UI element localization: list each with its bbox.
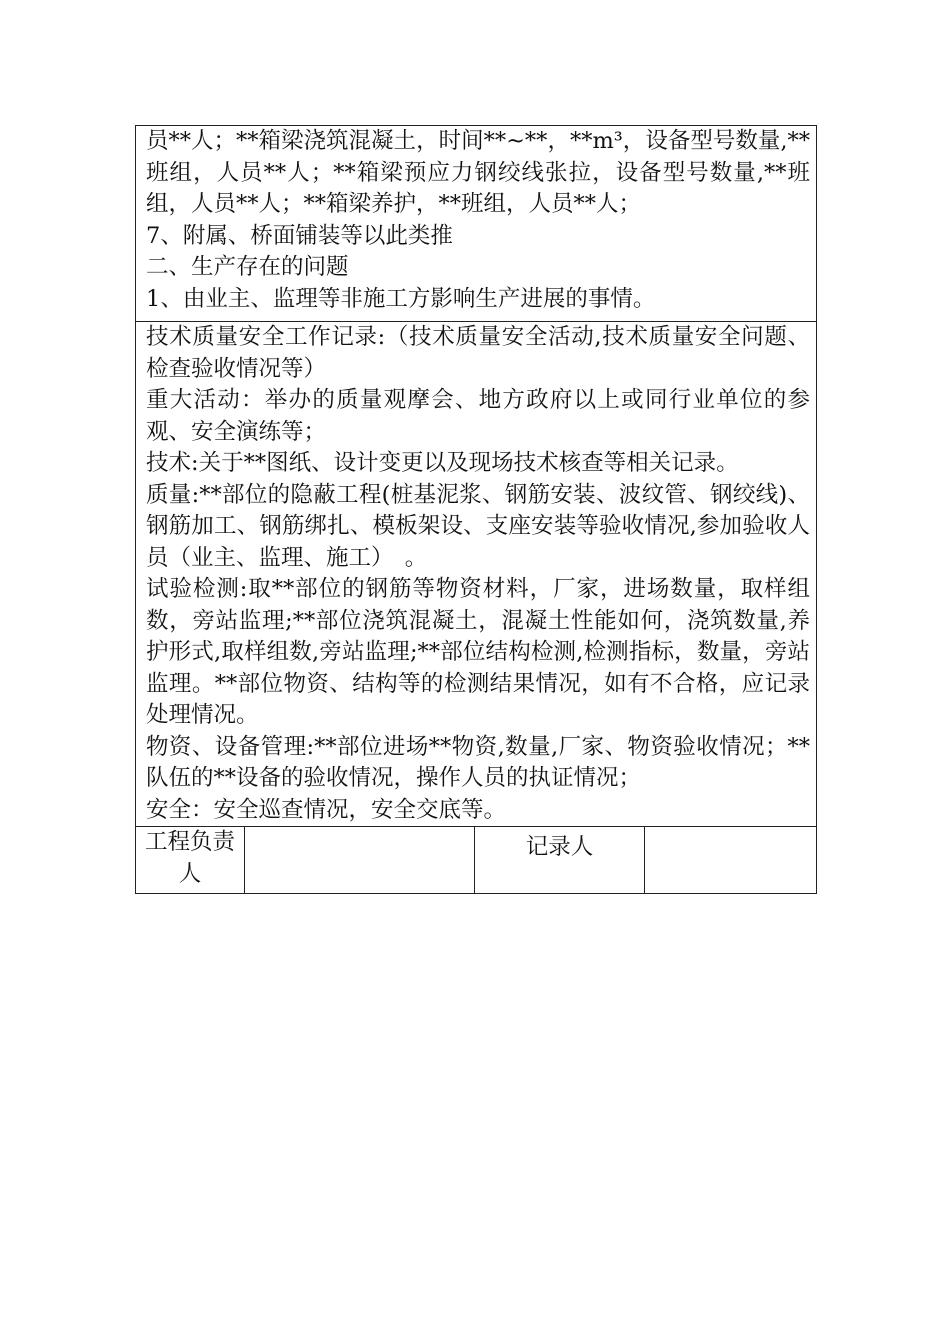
production-line: 员**人；**箱梁浇筑混凝土，时间**~**，**m³，设备型号数量,**班组，人员**人；**箱梁预应力钢绞线张拉，设备型号数量,**班组，人员**人；**箱梁养护，**班组，人员**人； bbox=[146, 128, 811, 217]
recorder-label: 记录人 bbox=[525, 834, 594, 860]
construction-log-table bbox=[135, 125, 817, 894]
quality-safety-line: 试验检测:取**部位的钢筋等物资材料，厂家，进场数量，取样组数，旁站监理;**部位浇筑混凝土，混凝土性能如何，浇筑数量,养护形式,取样组数,旁站监理;**部位结构检测,检测指标，数量，旁站监理。**部位物资、结构等的检测结果情况，如有不合格，应记录处理情况。 bbox=[146, 576, 811, 728]
signature-row bbox=[136, 827, 817, 894]
quality-safety-section-cell bbox=[136, 322, 817, 827]
engineer-signature-cell bbox=[245, 827, 475, 894]
production-line: 7、附属、桥面铺装等以此类推 bbox=[146, 222, 453, 249]
quality-safety-line: 重大活动：举办的质量观摩会、地方政府以上或同行业单位的参观、安全演练等； bbox=[146, 387, 811, 445]
production-line: 1、由业主、监理等非施工方影响生产进展的事情。 bbox=[146, 285, 656, 312]
production-section-text bbox=[136, 126, 816, 321]
recorder-signature-cell bbox=[645, 827, 817, 894]
quality-safety-line: 安全：安全巡查情况，安全交底等。 bbox=[146, 796, 507, 823]
recorder-signature-field bbox=[645, 827, 816, 893]
quality-safety-section-row bbox=[136, 322, 817, 827]
engineer-signature-field bbox=[245, 827, 474, 893]
production-section-row bbox=[136, 126, 817, 322]
quality-safety-line: 技术:关于**图纸、设计变更以及现场技术核查等相关记录。 bbox=[146, 450, 739, 476]
recorder-label-cell bbox=[475, 827, 645, 894]
quality-safety-line: 技术质量安全工作记录:（技术质量安全活动,技术质量安全问题、检查验收情况等） bbox=[146, 324, 811, 382]
production-line: 二、生产存在的问题 bbox=[146, 254, 349, 280]
quality-safety-section-text bbox=[136, 322, 816, 826]
engineer-label-cell bbox=[136, 827, 245, 894]
production-section-cell bbox=[136, 126, 817, 322]
quality-safety-line: 物资、设备管理:**部位进场**物资,数量,厂家、物资验收情况；**队伍的**设备的验收情况，操作人员的执证情况； bbox=[146, 733, 811, 791]
quality-safety-line: 质量:**部位的隐蔽工程(桩基泥浆、钢筋安装、波纹管、钢绞线)、钢筋加工、钢筋绑扎、模板架设、支座安装等验收情况,参加验收人员（业主、监理、施工） 。 bbox=[146, 481, 811, 571]
engineer-label: 工程负责人 bbox=[144, 829, 235, 887]
